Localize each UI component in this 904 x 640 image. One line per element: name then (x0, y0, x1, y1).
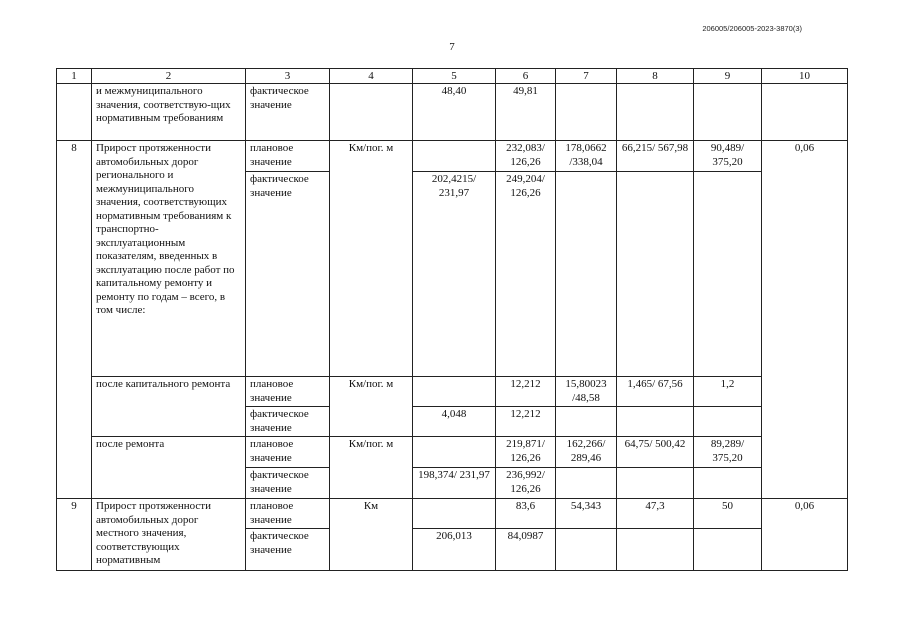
weight-cell (762, 468, 848, 499)
col-header: 2 (92, 69, 246, 84)
document-code: 206005/206005-2023-3870(3) (702, 24, 802, 33)
col-header: 7 (556, 69, 617, 84)
weight-cell (762, 437, 848, 468)
col-header: 8 (617, 69, 694, 84)
value-cell: 66,215/ 567,98 (617, 141, 694, 172)
value-cell (413, 141, 496, 172)
value-type: фактическое значение (246, 407, 330, 437)
value-cell: 178,0662 /338,04 (556, 141, 617, 172)
value-cell: 47,3 (617, 499, 694, 529)
value-cell: 219,871/ 126,26 (496, 437, 556, 468)
value-cell (694, 407, 762, 437)
value-cell: 90,489/ 375,20 (694, 141, 762, 172)
value-cell (556, 468, 617, 499)
value-type: фактическое значение (246, 172, 330, 377)
col-header: 5 (413, 69, 496, 84)
value-type: плановое значение (246, 377, 330, 407)
weight-cell (762, 172, 848, 377)
header-row (57, 69, 848, 84)
value-cell (617, 84, 694, 141)
value-cell: 12,212 (496, 377, 556, 407)
value-type: фактическое значение (246, 468, 330, 499)
value-type: фактическое значение (246, 84, 330, 141)
unit: Км/пог. м (330, 141, 413, 377)
value-cell (617, 529, 694, 571)
value-cell: 48,40 (413, 84, 496, 141)
weight-cell: 0,06 (762, 499, 848, 571)
row-number: 8 (57, 141, 92, 172)
value-cell (617, 468, 694, 499)
value-cell (694, 468, 762, 499)
weight-cell (762, 84, 848, 141)
weight-cell (762, 377, 848, 407)
row-number (57, 84, 92, 141)
value-cell (556, 172, 617, 377)
value-cell: 236,992/ 126,26 (496, 468, 556, 499)
row-number (57, 468, 92, 499)
value-type: плановое значение (246, 499, 330, 529)
indicator-name: после ремонта (92, 437, 246, 499)
value-cell: 83,6 (496, 499, 556, 529)
value-cell: 206,013 (413, 529, 496, 571)
value-cell: 64,75/ 500,42 (617, 437, 694, 468)
value-cell: 89,289/ 375,20 (694, 437, 762, 468)
value-cell: 4,048 (413, 407, 496, 437)
value-cell (413, 377, 496, 407)
value-cell (617, 407, 694, 437)
value-cell: 15,80023 /48,58 (556, 377, 617, 407)
col-header: 6 (496, 69, 556, 84)
table-row (57, 437, 848, 468)
value-cell (556, 529, 617, 571)
table-row (57, 377, 848, 407)
row-number (57, 407, 92, 437)
value-cell (556, 407, 617, 437)
col-header: 1 (57, 69, 92, 84)
value-cell: 84,0987 (496, 529, 556, 571)
col-header: 4 (330, 69, 413, 84)
unit: Км (330, 499, 413, 571)
page-number: 7 (449, 41, 455, 53)
value-cell (413, 499, 496, 529)
value-cell: 12,212 (496, 407, 556, 437)
row-number (57, 437, 92, 468)
value-cell (694, 84, 762, 141)
value-cell (694, 172, 762, 377)
row-number (57, 172, 92, 377)
indicators-table (56, 68, 848, 571)
col-header: 10 (762, 69, 848, 84)
value-cell: 1,465/ 67,56 (617, 377, 694, 407)
value-cell: 162,266/ 289,46 (556, 437, 617, 468)
indicator-name: Прирост протяженности автомобильных дорог местного значения, соответствующих нормативным (92, 499, 246, 571)
indicator-name: после капитального ремонта (92, 377, 246, 437)
table-row (57, 499, 848, 529)
value-cell: 232,083/ 126,26 (496, 141, 556, 172)
weight-cell: 0,06 (762, 141, 848, 172)
value-cell: 1,2 (694, 377, 762, 407)
table-row (57, 84, 848, 141)
row-number (57, 377, 92, 407)
value-type: фактическое значение (246, 529, 330, 571)
value-cell: 49,81 (496, 84, 556, 141)
value-cell (694, 529, 762, 571)
value-type: плановое значение (246, 141, 330, 172)
value-cell: 50 (694, 499, 762, 529)
table-row (57, 141, 848, 172)
value-cell (556, 84, 617, 141)
col-header: 9 (694, 69, 762, 84)
row-number: 9 (57, 499, 92, 571)
indicator-name: и межмуниципального значения, соответствую-щих нормативным требованиям (92, 84, 246, 141)
unit: Км/пог. м (330, 377, 413, 437)
unit: Км/пог. м (330, 437, 413, 499)
value-cell (617, 172, 694, 377)
value-type: плановое значение (246, 437, 330, 468)
value-cell: 198,374/ 231,97 (413, 468, 496, 499)
unit (330, 84, 413, 141)
indicator-name: Прирост протяженности автомобильных дорог регионального и межмуниципального значения, соответствующих нормативным требованиям к транспортно-эксплуатационным показателям, введенных в эксплуатацию после работ по капитальному ремонту и ремонту по годам – всего, в том числе: (92, 141, 246, 377)
col-header: 3 (246, 69, 330, 84)
value-cell: 54,343 (556, 499, 617, 529)
weight-cell (762, 407, 848, 437)
value-cell: 249,204/ 126,26 (496, 172, 556, 377)
value-cell: 202,4215/ 231,97 (413, 172, 496, 377)
value-cell (413, 437, 496, 468)
